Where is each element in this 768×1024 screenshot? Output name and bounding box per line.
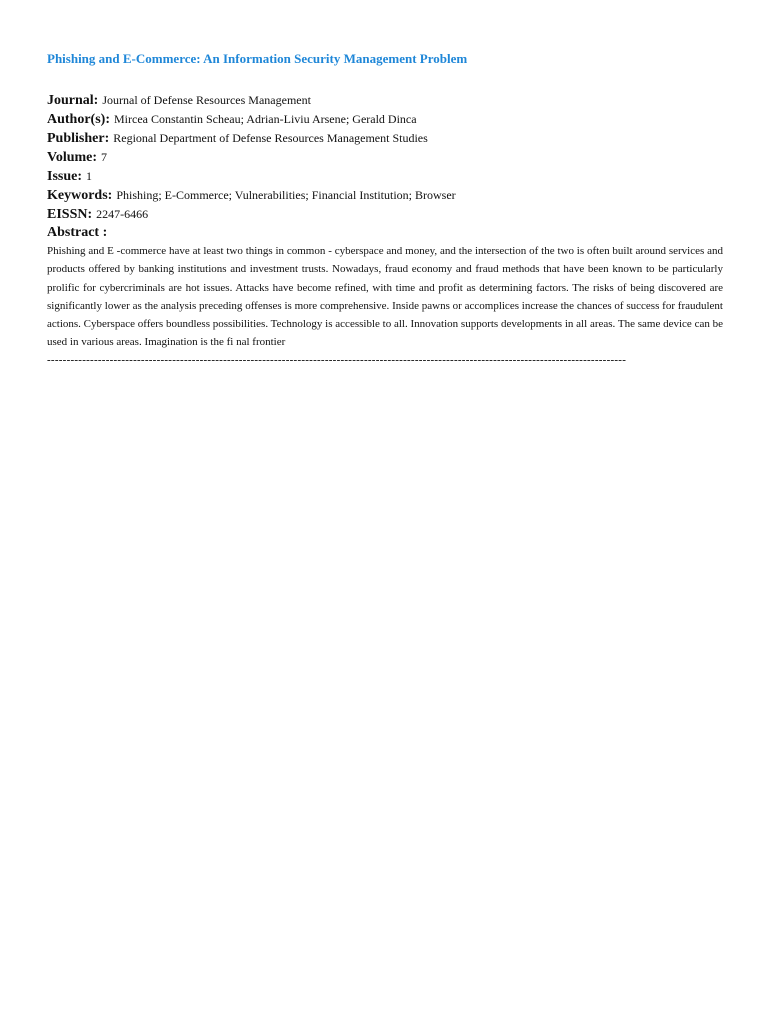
issue-value: 1	[86, 169, 93, 183]
journal-row	[47, 91, 723, 110]
eissn-value: 2247-6466	[96, 207, 149, 221]
authors-row	[47, 110, 723, 129]
abstract-text: Phishing and E -commerce have at least two things in common - cyberspace and money, and the intersection of the two is often built around services and products offered by banking institutions and investment trusts. Nowadays, fraud economy and fraud methods that have been known to be particularly prolific for cybercriminals are hot issues. Attacks have become refined, with time and profit as determining factors. The risks of being discovered are significantly lower as the analysis preceding offenses is more comprehensive. Inside pawns or accomplices increase the chances of success for fraudulent actions. Cyberspace offers boundless possibilities. Technology is accessible to all. Innovation supports developments in all areas. The same device can be used in various areas. Imagination is the fi nal frontier	[47, 245, 723, 349]
metadata-block	[47, 91, 723, 224]
document-title: Phishing and E-Commerce: An Information Security Management Problem	[47, 51, 468, 66]
keywords-value: Phishing; E-Commerce; Vulnerabilities; Financial Institution; Browser	[116, 188, 456, 202]
publisher-row	[47, 129, 723, 148]
keywords-row	[47, 186, 723, 205]
divider-line: ----------------------------------------------------------------------------------------------------------------------------------------------------	[47, 354, 627, 366]
authors-label: Author(s):	[47, 112, 110, 127]
journal-value: Journal of Defense Resources Management	[102, 93, 311, 107]
abstract-heading: Abstract :	[47, 225, 108, 240]
volume-value: 7	[101, 150, 108, 164]
volume-row	[47, 148, 723, 167]
eissn-row	[47, 205, 723, 224]
publisher-label: Publisher:	[47, 131, 110, 146]
authors-value: Mircea Constantin Scheau; Adrian-Liviu Arsene; Gerald Dinca	[114, 112, 417, 126]
keywords-label: Keywords:	[47, 188, 113, 203]
volume-label: Volume:	[47, 150, 98, 165]
eissn-label: EISSN:	[47, 207, 93, 222]
issue-label: Issue:	[47, 169, 83, 184]
publisher-value: Regional Department of Defense Resources Management Studies	[113, 131, 428, 145]
journal-label: Journal:	[47, 93, 99, 108]
document-page	[47, 50, 723, 366]
issue-row	[47, 167, 723, 186]
